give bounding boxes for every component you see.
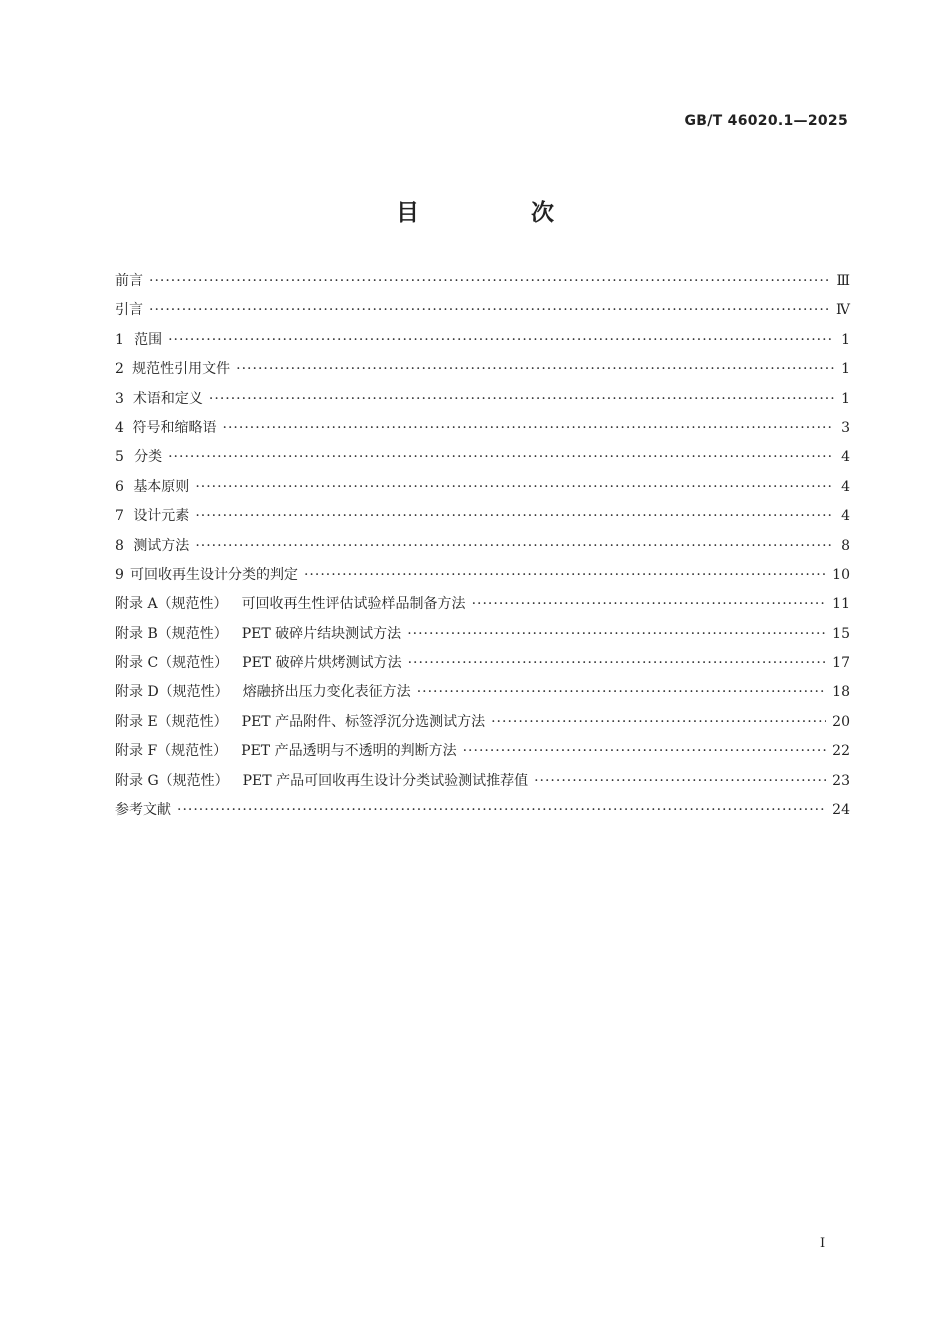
- toc-entry-number: 9: [115, 566, 124, 583]
- toc-entry-label: 设计元素: [133, 508, 190, 525]
- toc-leader-dots: [534, 773, 826, 789]
- toc-leader-dots: [491, 714, 826, 730]
- toc-entry-label: 测试方法: [133, 537, 190, 554]
- toc-entry-number: 5: [115, 449, 124, 466]
- toc-entry-label: 符号和缩略语: [132, 419, 217, 436]
- toc-entry-page: 4: [841, 449, 850, 466]
- toc-entry[interactable]: [115, 564, 850, 593]
- toc-entry[interactable]: [115, 299, 850, 328]
- toc-entry[interactable]: [115, 711, 850, 740]
- toc-entry-page: 23: [832, 772, 850, 789]
- toc-leader-dots: [417, 684, 826, 700]
- toc-leader-dots: [408, 655, 827, 671]
- toc-entry-label: 可回收再生设计分类的判定: [129, 566, 298, 583]
- toc-entry-annex-prefix: 附录 G（规范性）: [115, 772, 229, 789]
- toc-entry-page: 1: [841, 361, 850, 378]
- page-title: 目 次: [395, 200, 606, 226]
- toc-entry-label: 参考文献: [115, 802, 171, 819]
- toc-entry-page: 1: [841, 331, 850, 348]
- toc-entry-number: 2: [115, 361, 124, 378]
- toc-entry-number: 8: [115, 537, 124, 554]
- toc-entry[interactable]: [115, 681, 850, 710]
- toc-leader-dots: [149, 302, 830, 318]
- page-number: I: [820, 1236, 826, 1251]
- toc-entry[interactable]: [115, 417, 850, 446]
- toc-entry-page: 11: [832, 596, 850, 613]
- toc-entry-page: 4: [841, 478, 850, 495]
- toc-entry[interactable]: [115, 446, 850, 475]
- toc-leader-dots: [195, 538, 834, 554]
- toc-entry-label: 引言: [115, 302, 143, 319]
- toc-entry[interactable]: [115, 623, 850, 652]
- toc-entry[interactable]: [115, 270, 850, 299]
- toc-entry[interactable]: [115, 770, 850, 799]
- toc-entry-number: 1: [115, 331, 124, 348]
- toc-entry-annex-prefix: 附录 D（规范性）: [115, 684, 229, 701]
- toc-entry-page: 17: [832, 655, 850, 672]
- toc-entry-page: Ⅲ: [836, 273, 850, 289]
- toc-entry-page: 8: [841, 537, 850, 554]
- toc-entry-page: 22: [832, 743, 850, 760]
- toc-entry[interactable]: [115, 593, 850, 622]
- toc-leader-dots: [168, 449, 834, 465]
- toc-entry-label: PET 破碎片结块测试方法: [241, 625, 402, 642]
- toc-leader-dots: [195, 479, 834, 495]
- toc-entry-page: 10: [832, 566, 850, 583]
- toc-entry-page: 3: [841, 419, 850, 436]
- toc-leader-dots: [407, 626, 826, 642]
- toc-leader-dots: [223, 420, 834, 436]
- toc-entry-label: PET 产品附件、标签浮沉分选测试方法: [241, 713, 486, 730]
- toc-entry-page: 18: [832, 684, 850, 701]
- toc-leader-dots: [168, 332, 834, 348]
- table-of-contents: [115, 270, 850, 828]
- toc-entry-page: 1: [841, 390, 850, 407]
- toc-entry[interactable]: [115, 358, 850, 387]
- toc-entry-page: 4: [841, 508, 850, 525]
- toc-entry[interactable]: [115, 388, 850, 417]
- toc-entry-annex-prefix: 附录 B（规范性）: [115, 625, 228, 642]
- toc-leader-dots: [149, 273, 830, 289]
- toc-entry-annex-prefix: 附录 F（规范性）: [115, 743, 228, 760]
- toc-entry-number: 7: [115, 508, 124, 525]
- toc-entry[interactable]: [115, 652, 850, 681]
- toc-entry-number: 3: [115, 390, 124, 407]
- toc-entry-label: 分类: [134, 449, 163, 466]
- toc-leader-dots: [209, 391, 834, 407]
- toc-entry-annex-prefix: 附录 C（规范性）: [115, 655, 229, 672]
- toc-leader-dots: [304, 567, 826, 583]
- toc-entry-annex-prefix: 附录 A（规范性）: [115, 596, 228, 613]
- toc-entry-label: 规范性引用文件: [132, 361, 231, 378]
- toc-leader-dots: [472, 596, 827, 612]
- toc-entry-label: 基本原则: [133, 478, 190, 495]
- toc-entry-label: 熔融挤出压力变化表征方法: [242, 684, 411, 701]
- toc-entry-label: 范围: [134, 331, 163, 348]
- toc-entry-label: 可回收再生性评估试验样品制备方法: [241, 596, 466, 613]
- toc-entry-page: 20: [832, 713, 850, 730]
- toc-entry-label: PET 产品可回收再生设计分类试验测试推荐值: [242, 772, 529, 789]
- standard-code: GB/T 46020.1—2025: [684, 113, 848, 129]
- toc-entry-page: 24: [832, 802, 850, 819]
- toc-entry[interactable]: [115, 740, 850, 769]
- toc-entry[interactable]: [115, 535, 850, 564]
- toc-entry-page: 15: [832, 625, 850, 642]
- toc-entry-label: PET 产品透明与不透明的判断方法: [241, 743, 457, 760]
- toc-entry[interactable]: [115, 476, 850, 505]
- toc-entry-label: PET 破碎片烘烤测试方法: [242, 655, 402, 672]
- toc-entry[interactable]: [115, 799, 850, 828]
- toc-entry-number: 4: [115, 419, 124, 436]
- toc-leader-dots: [195, 508, 834, 524]
- toc-entry-number: 6: [115, 478, 124, 495]
- toc-leader-dots: [463, 743, 827, 759]
- toc-entry[interactable]: [115, 329, 850, 358]
- toc-entry-label: 术语和定义: [132, 390, 203, 407]
- toc-entry-label: 前言: [115, 273, 143, 289]
- toc-entry[interactable]: [115, 505, 850, 534]
- toc-leader-dots: [177, 802, 826, 818]
- toc-leader-dots: [236, 361, 834, 377]
- toc-entry-annex-prefix: 附录 E（规范性）: [115, 713, 228, 730]
- toc-entry-page: Ⅳ: [836, 302, 850, 319]
